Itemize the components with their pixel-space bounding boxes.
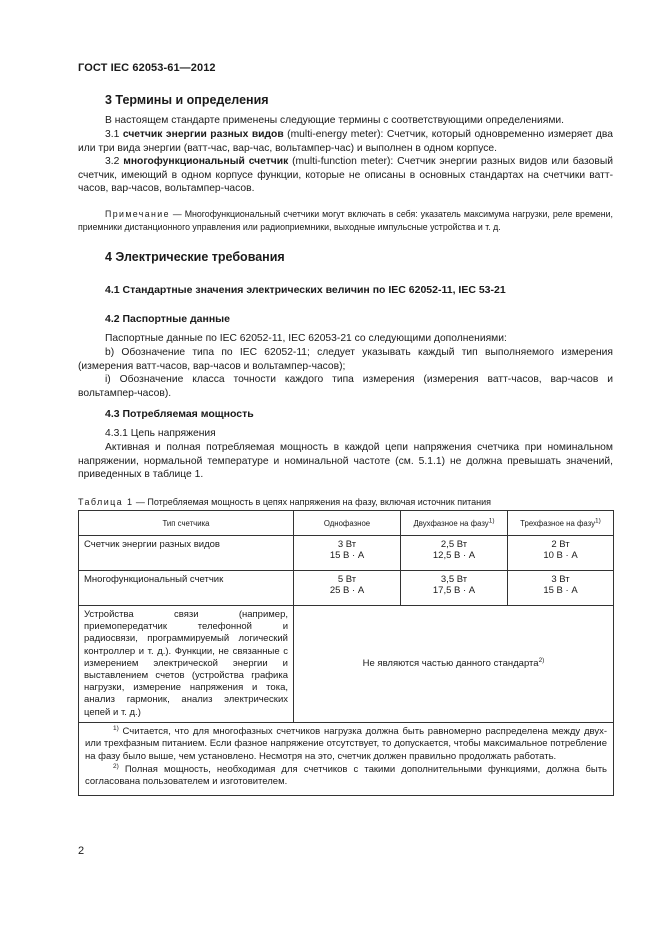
row-meter-type: Счетчик энергии разных видов	[79, 536, 294, 571]
power-w: 3 Вт	[337, 539, 357, 550]
power-w: 3 Вт	[551, 574, 570, 585]
header-two-phase-label: Двухфазное на фазу	[413, 519, 489, 528]
table-1	[78, 510, 614, 796]
definition-3-1	[78, 128, 613, 155]
table-row	[79, 571, 614, 606]
table-caption-text: — Потребляемая мощность в цепях напряжения на фазу, включая источник питания	[133, 497, 492, 507]
cell-two-phase	[401, 571, 508, 606]
power-va: 17,5 В · А	[432, 585, 476, 596]
table-row	[79, 606, 614, 723]
table-header-row	[79, 511, 614, 536]
footnote-text: Полная мощность, необходимая для счетчиков с такими дополнительными функциями, должна быть согласована пользователем и изготовителем.	[85, 763, 607, 788]
cell-three-phase	[508, 571, 614, 606]
cell-not-in-scope	[294, 606, 614, 723]
power-va: 10 В · А	[543, 550, 578, 561]
header-three-phase	[508, 511, 614, 536]
definition-3-2	[78, 155, 613, 196]
footnote-1	[85, 726, 607, 764]
power-va: 25 В · А	[329, 585, 365, 596]
section-4-2-title: 4.2 Паспортные данные	[105, 313, 230, 325]
header-meter-type: Тип счетчика	[79, 511, 294, 536]
cell-two-phase	[401, 536, 508, 571]
section-3-intro: В настоящем стандарте применены следующие термины с соответствующими определениями.	[105, 115, 565, 126]
section-4-2-item-b: b) Обозначение типа по IEC 62052-11; следует указывать каждый тип выполняемого измерения (измерения ватт-часов, вар-часов и вольтампер-часов);	[78, 347, 613, 372]
section-4-2-intro: Паспортные данные по IEC 62052-11, IEC 62053-21 со следующими дополнениями:	[105, 333, 507, 344]
footnote-mark: 2)	[113, 762, 119, 770]
footnote-mark: 1)	[488, 517, 495, 525]
header-three-phase-label: Трехфазное на фазу	[520, 519, 596, 528]
definition-text: (multi-function meter): Счетчик энергии разных видов или базовый счетчик, имеющий в одном корпусе функции, которые не описаны в основных стандартах на счетчики ватт-часов, вар-часов, вольтампер-часов.	[78, 156, 613, 195]
footnote-text: Считается, что для многофазных счетчиков нагрузка должна быть равномерно распределена между двух- или трехфазным питанием. Если фазное напряжение отсутствует, то допускается, чтобы максимальное потребление на фазу было выше, чем установлено. Несмотря на это, счетчик должен правильно продолжать работать.	[85, 725, 607, 763]
section-4-3-1-text: Активная и полная потребляемая мощность в каждой цепи напряжения счетчика при номинальном напряжении, нормальной температуре и номинальной частоте (см. 5.1.1) не должна превышать значений, приведенных в таблице 1.	[78, 442, 613, 481]
section-4-2-item-i: i) Обозначение класса точности каждого типа измерения (измерения ватт-часов, вар-часов и вольтампер-часов).	[78, 374, 613, 399]
footnote-mark: 1)	[595, 517, 601, 525]
header-single-phase: Однофазное	[294, 511, 401, 536]
definition-number: 3.1	[105, 129, 120, 140]
table-caption-label: Таблица 1	[78, 497, 134, 507]
cell-single-phase	[294, 571, 401, 606]
definition-term: счетчик энергии разных видов	[122, 129, 284, 140]
power-w: 2 Вт	[551, 539, 570, 550]
definition-term: многофункциональный счетчик	[123, 156, 289, 167]
cell-three-phase	[508, 536, 614, 571]
page-number: 2	[78, 845, 85, 857]
not-in-scope-text: Не являются частью данного стандарта	[362, 658, 539, 670]
power-w: 2,5 Вт	[440, 539, 468, 550]
row-communication-devices: Устройства связи (например, приемопередатчик телефонной и радиосвязи, программируемый логический контроллер и т. д.). Функции, не связанные с измерением электрической энергии и выставлением счетов (устройства графика нагрузки, измерение напряжения и тока, анализ гармоник, анализ электрических цепей и т. д.)	[79, 606, 294, 723]
document-header: ГОСТ IEC 62053-61—2012	[78, 62, 216, 74]
section-4-1-title: 4.1 Стандартные значения электрических величин по IEC 62052-11, IEC 53-21	[105, 284, 506, 296]
footnote-2	[85, 764, 607, 789]
section-4-title: 4 Электрические требования	[105, 250, 285, 264]
power-w: 5 Вт	[337, 574, 357, 585]
cell-single-phase	[294, 536, 401, 571]
power-va: 15 В · А	[329, 550, 365, 561]
power-va: 12,5 В · А	[432, 550, 476, 561]
section-4-3-1-title: 4.3.1 Цепь напряжения	[105, 428, 216, 439]
row-meter-type: Многофункциональный счетчик	[79, 571, 294, 606]
table-row	[79, 536, 614, 571]
power-va: 15 В · А	[543, 585, 578, 596]
definition-text: (multi-energy meter): Счетчик, который одновременно измеряет два или три вида энергии (ватт-час, вар-час, вольтампер-час) и выполнен в одном корпусе.	[78, 129, 613, 154]
section-4-3-title: 4.3 Потребляемая мощность	[105, 408, 254, 420]
footnote-mark: 2)	[538, 657, 545, 665]
table-footnotes-row	[79, 722, 614, 795]
note-label: Примечание	[105, 209, 170, 219]
definition-number: 3.2	[105, 156, 120, 167]
table-footnotes	[79, 722, 614, 795]
power-w: 3,5 Вт	[440, 574, 468, 585]
table-1-caption	[78, 497, 491, 507]
header-two-phase	[401, 511, 508, 536]
footnote-mark: 1)	[113, 724, 119, 732]
note	[78, 208, 613, 233]
note-text: — Многофункциональный счетчики могут включать в себя: указатель максимума нагрузки, реле времени, приемники дистанционного управления или радиоприемники, выходные импульсные устройства и т. д.	[78, 209, 613, 232]
section-3-title: 3 Термины и определения	[105, 93, 269, 107]
